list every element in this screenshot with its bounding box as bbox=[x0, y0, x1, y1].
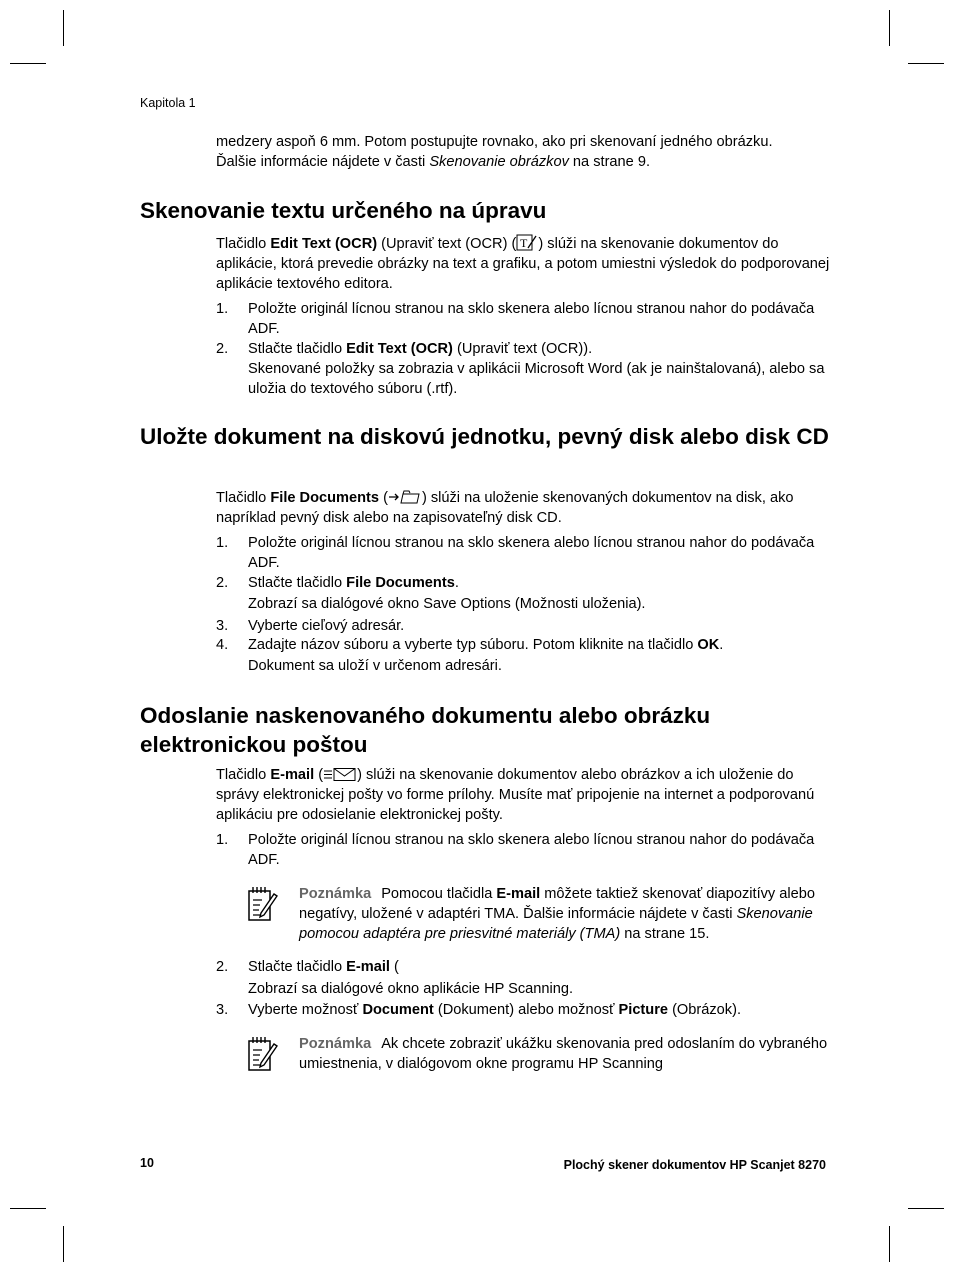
file-documents-icon bbox=[388, 489, 422, 505]
note-icon bbox=[248, 886, 278, 922]
list-item: 4. Zadajte názov súboru a vyberte typ súboru. Potom kliknite na tlačidlo OK. bbox=[216, 637, 724, 653]
note-box: Poznámka Pomocou tlačidla E-mail môžete taktiež skenovať diapozitívy alebo negatívy, uložené v adaptéri TMA. Ďalšie informácie nájdete v časti Skenovanie pomocou adaptéra pre priesvitné materiály (TMA) na strane 15. bbox=[248, 884, 833, 944]
section-paragraph: Tlačidlo File Documents ( ) slúži na uloženie skenovaných dokumentov na disk, ako napríklad pevný disk alebo na zapisovateľný disk CD. bbox=[216, 490, 794, 526]
list-item: 3. Vyberte cieľový adresár. bbox=[216, 618, 405, 634]
crop-mark bbox=[63, 1226, 64, 1262]
note-icon bbox=[248, 1036, 278, 1072]
list-item: 2. Stlačte tlačidlo Edit Text (OCR) (Upraviť text (OCR)). bbox=[216, 341, 593, 357]
crop-mark bbox=[908, 1208, 944, 1209]
svg-text:T: T bbox=[520, 236, 528, 250]
list-item: 1. Položte originál lícnou stranou na sklo skenera alebo lícnou stranou nahor do podávača ADF. bbox=[216, 535, 815, 571]
section-heading: Odoslanie naskenovaného dokumentu alebo obrázku elektronickou poštou bbox=[140, 703, 711, 757]
note-box: Poznámka Ak chcete zobraziť ukážku skenovania pred odoslaním do vybraného umiestnenia, v dialógovom okne programu HP Scanning bbox=[248, 1034, 833, 1078]
list-item: 1. Položte originál lícnou stranou na sklo skenera alebo lícnou stranou nahor do podávača ADF. bbox=[216, 832, 815, 868]
cross-reference: Skenovanie obrázkov bbox=[429, 154, 569, 170]
crop-mark bbox=[63, 10, 64, 46]
section-heading: Uložte dokument na diskovú jednotku, pevný disk alebo disk CD bbox=[140, 424, 829, 449]
cross-reference: Skenovanie pomocou adaptéra pre priesvitné materiály (TMA) bbox=[299, 906, 813, 942]
step-result: Dokument sa uloží v určenom adresári. bbox=[248, 658, 502, 674]
section-heading: Skenovanie textu určeného na úpravu bbox=[140, 198, 547, 223]
list-item: 3. Vyberte možnosť Document (Dokument) alebo možnosť Picture (Obrázok). bbox=[216, 1002, 741, 1018]
product-name: Plochý skener dokumentov HP Scanjet 8270 bbox=[563, 1158, 826, 1172]
step-result: Zobrazí sa dialógové okno aplikácie HP Scanning. bbox=[248, 981, 574, 997]
crop-mark bbox=[889, 1226, 890, 1262]
note-label: Poznámka bbox=[299, 1036, 372, 1052]
crop-mark bbox=[10, 1208, 46, 1209]
section-paragraph: Tlačidlo Edit Text (OCR) (Upraviť text (OCR) ( T ) slúži na skenovanie dokumentov do aplikácie, ktorá prevedie obrázky na text a grafiku, a potom umiestni výsledok do podporovanej aplikácie textového editora. bbox=[216, 236, 830, 292]
step-result: Zobrazí sa dialógové okno Save Options (Možnosti uloženia). bbox=[248, 596, 646, 612]
list-item: 2. Stlačte tlačidlo File Documents. bbox=[216, 575, 459, 591]
intro-paragraph: medzery aspoň 6 mm. Potom postupujte rovnako, ako pri skenovaní jedného obrázku. Ďalšie informácie nájdete v časti Skenovanie obrázkov na strane 9. bbox=[216, 134, 773, 170]
running-head: Kapitola 1 bbox=[140, 96, 196, 110]
crop-mark bbox=[889, 10, 890, 46]
section-paragraph: Tlačidlo E-mail ( ) slúži na skenovanie dokumentov alebo obrázkov a ich uloženie do správy elektronickej pošty vo forme prílohy. Musíte mať pripojenie na internet a podporovanú aplikáciu pre odosielanie elektronickej pošty. bbox=[216, 767, 815, 823]
page-number: 10 bbox=[140, 1156, 154, 1170]
list-item: 1. Položte originál lícnou stranou na sklo skenera alebo lícnou stranou nahor do podávača ADF. bbox=[216, 301, 815, 337]
email-icon bbox=[323, 767, 357, 782]
step-result: Skenované položky sa zobrazia v aplikácii Microsoft Word (ak je nainštalovaná), alebo sa uložia do textového súboru (.rtf). bbox=[248, 361, 825, 397]
crop-mark bbox=[908, 63, 944, 64]
list-item: 2. Stlačte tlačidlo E-mail ( bbox=[216, 959, 399, 975]
edit-text-ocr-icon bbox=[516, 234, 538, 251]
crop-mark bbox=[10, 63, 46, 64]
note-label: Poznámka bbox=[299, 886, 372, 902]
